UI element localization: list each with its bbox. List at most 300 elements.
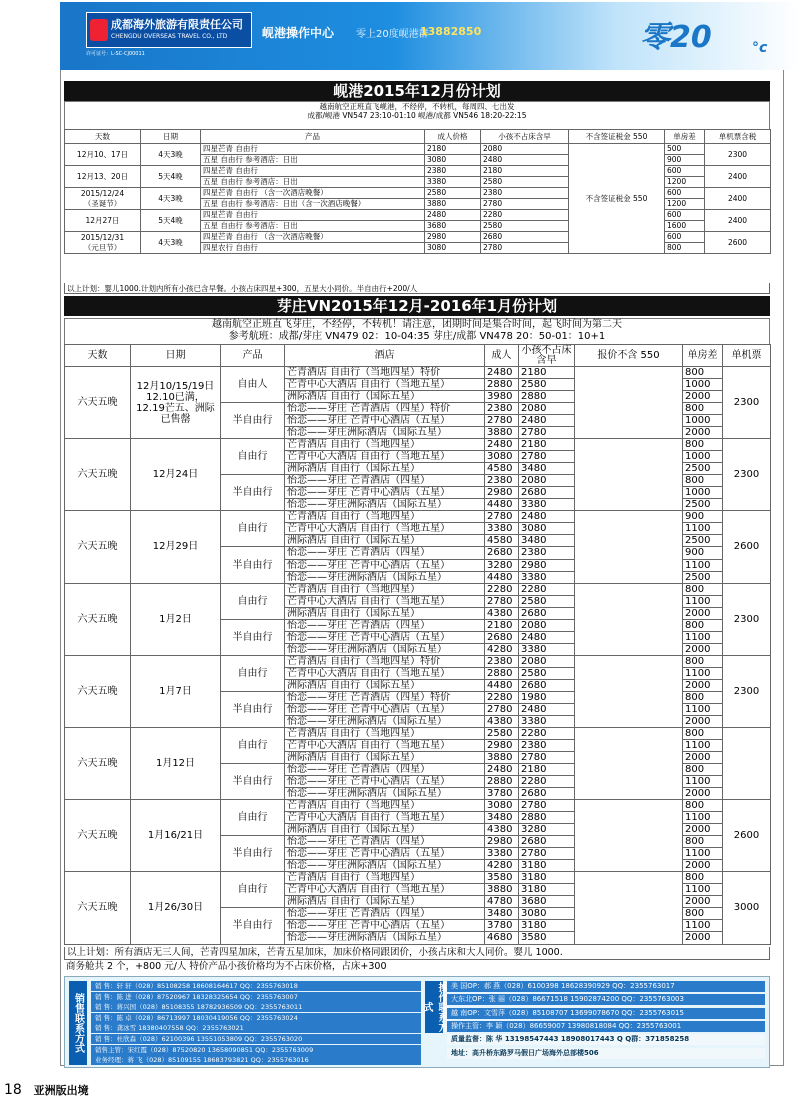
plan2-single-supplement: 800 [683, 583, 723, 595]
sales-contact-row: 业务经理：蒋 飞（028）85109155 18683793821 QQ：2355763016 [91, 1055, 421, 1065]
plan2-adult-price: 4580 [485, 463, 519, 475]
plan2-header-cell: 成人 [485, 345, 519, 367]
table-row [65, 166, 771, 177]
plan2-child-price: 2280 [519, 776, 575, 788]
plan2-single-supplement: 1000 [683, 451, 723, 463]
plan2-ticket-price: 2300 [723, 583, 771, 655]
plan1-adult-price: 3880 [425, 199, 481, 210]
plan1-duration: 5天4晚 [141, 210, 201, 232]
company-name-cn: 成都海外旅游有限责任公司 [111, 18, 243, 31]
plan1-adult-price: 2480 [425, 210, 481, 221]
plan2-quote-note [575, 727, 683, 799]
plan2-single-supplement: 900 [683, 511, 723, 523]
plan2-single-supplement: 1100 [683, 884, 723, 896]
plan2-child-price: 2780 [519, 451, 575, 463]
plan2-days: 六天五晚 [65, 367, 131, 439]
plan1-single-supplement: 1200 [665, 177, 705, 188]
center-subtitle: 零上20度岘港群 [356, 29, 429, 40]
plan2-product-mode: 自由行 [221, 583, 285, 619]
plan1-date: 2015/12/24 （圣诞节） [65, 188, 141, 210]
plan2-adult-price: 4480 [485, 679, 519, 691]
plan2-adult-price: 2980 [485, 739, 519, 751]
plan2-single-supplement: 2500 [683, 499, 723, 511]
plan1-child-price: 2080 [481, 144, 569, 155]
plan2-single-supplement: 1000 [683, 487, 723, 499]
operation-contact-row: 大东北OP：张 丽（028）86671518 15902874200 QQ：2355763003 [447, 994, 765, 1005]
plan2-child-price: 3080 [519, 523, 575, 535]
plan1-date: 12月13、20日 [65, 166, 141, 188]
plan1-ticket-price: 2400 [705, 166, 771, 188]
plan2-hotel: 洲际酒店 自由行（国际五星） [285, 391, 485, 403]
plan1-product: 五星 自由行 参考酒店：日出 [201, 155, 425, 166]
plan2-days: 六天五晚 [65, 872, 131, 944]
plan1-header-cell: 小孩不占床含早 [481, 130, 569, 144]
plan2-hotel: 怡恋——芽庄 芒青酒店（四星） [285, 547, 485, 559]
plan2-date: 1月2日 [131, 583, 221, 655]
plan2-adult-price: 4780 [485, 896, 519, 908]
plan2-adult-price: 2380 [485, 655, 519, 667]
plan2-adult-price: 2380 [485, 475, 519, 487]
plan2-hotel: 怡恋——芽庄洲际酒店（国际五星） [285, 427, 485, 439]
plan2-hotel: 怡恋——芽庄 芒青酒店（四星）特价 [285, 403, 485, 415]
plan2-adult-price: 3880 [485, 884, 519, 896]
plan2-hotel: 怡恋——芽庄 芒青中心酒店（五星） [285, 631, 485, 643]
plan2-child-price: 2480 [519, 703, 575, 715]
plan1-info-line: 越南航空正班直飞岘港，不经停，不转机，每周四、七出发 [319, 102, 515, 111]
table-row [65, 232, 771, 243]
plan2-hotel: 洲际酒店 自由行（国际五星） [285, 679, 485, 691]
plan2-child-price: 2880 [519, 391, 575, 403]
plan2-quote-note [575, 800, 683, 872]
plan2-ticket-price [723, 727, 771, 799]
plan2-child-price: 2080 [519, 655, 575, 667]
plan2-product-mode: 自由行 [221, 872, 285, 908]
plan2-child-price: 2080 [519, 403, 575, 415]
plan2-child-price: 3280 [519, 824, 575, 836]
plan2-adult-price: 3780 [485, 920, 519, 932]
plan2-single-supplement: 1100 [683, 595, 723, 607]
plan1-child-price: 2780 [481, 243, 569, 254]
plan1-single-supplement: 800 [665, 243, 705, 254]
plan2-info-line: 越南航空正班直飞芽庄，不经停，不转机！请注意，团期时间是集合时间，起飞时间为第二天 [212, 319, 622, 330]
operation-contact-row: 质量监督：陈 华 13198547443 18908017443 Q Q群：371858258 [447, 1034, 765, 1045]
plan2-ticket-price: 2300 [723, 655, 771, 727]
plan2-child-price: 2180 [519, 439, 575, 451]
brand-logo: 零20 [640, 20, 712, 55]
plan2-product-mode: 半自由行 [221, 836, 285, 872]
sales-contact-row: 销 售：陈 卓（028）86713997 18030419056 QQ：2355763024 [91, 1013, 421, 1023]
plan2-adult-price: 3380 [485, 848, 519, 860]
footer-title: 亚洲版出境 [33, 1084, 89, 1097]
plan2-single-supplement: 1000 [683, 379, 723, 391]
plan2-single-supplement: 2000 [683, 752, 723, 764]
plan2-adult-price: 2680 [485, 547, 519, 559]
plan1-adult-price: 3680 [425, 221, 481, 232]
table-row [65, 210, 771, 221]
plan2-single-supplement: 2000 [683, 679, 723, 691]
plan2-adult-price: 2280 [485, 583, 519, 595]
plan2-single-supplement: 800 [683, 908, 723, 920]
plan2-header-cell: 报价不含 550 [575, 345, 683, 367]
plan2-header-cell: 小孩不占床含早 [519, 345, 575, 367]
plan1-child-price: 2180 [481, 166, 569, 177]
plan2-single-supplement: 2000 [683, 896, 723, 908]
plan2-child-price: 2380 [519, 739, 575, 751]
plan2-ticket-price: 2600 [723, 511, 771, 583]
plan1-date: 2015/12/31 （元旦节） [65, 232, 141, 254]
plan2-adult-price: 4380 [485, 715, 519, 727]
plan2-adult-price: 3480 [485, 812, 519, 824]
table-row [65, 655, 771, 667]
plan2-adult-price: 2880 [485, 776, 519, 788]
plan2-product-mode: 自由人 [221, 367, 285, 403]
plan1-header-cell: 天数 [65, 130, 141, 144]
plan2-header-cell: 酒店 [285, 345, 485, 367]
plan2-flight-info [64, 318, 770, 344]
plan2-hotel: 怡恋——芽庄洲际酒店（国际五星） [285, 932, 485, 944]
plan1-single-supplement: 600 [665, 188, 705, 199]
plan1-header-cell: 单机票含税 [705, 130, 771, 144]
plan2-title: 芽庄VN2015年12月-2016年1月份计划 [64, 296, 770, 316]
plan2-single-supplement: 2500 [683, 535, 723, 547]
center-phone: 13882850 [420, 25, 482, 38]
plan2-hotel: 怡恋——芽庄 芒青酒店（四星）特价 [285, 691, 485, 703]
plan2-child-price: 3580 [519, 932, 575, 944]
plan2-hotel: 洲际酒店 自由行（国际五星） [285, 607, 485, 619]
plan2-hotel: 芒青酒店 自由行（当地四星） [285, 727, 485, 739]
plan2-hotel: 怡恋——芽庄 芒青酒店（四星） [285, 908, 485, 920]
plan2-child-price: 2780 [519, 800, 575, 812]
plan2-single-supplement: 1100 [683, 739, 723, 751]
plan2-single-supplement: 1100 [683, 559, 723, 571]
plan1-single-supplement: 900 [665, 155, 705, 166]
plan2-adult-price: 4380 [485, 824, 519, 836]
plan2-single-supplement: 2000 [683, 643, 723, 655]
plan2-child-price: 3380 [519, 643, 575, 655]
plan1-single-supplement: 600 [665, 166, 705, 177]
plan1-header-cell: 不含签证税金 550 [569, 130, 665, 144]
plan2-single-supplement: 900 [683, 547, 723, 559]
table-row [65, 583, 771, 595]
plan1-ticket-price: 2600 [705, 232, 771, 254]
plan2-hotel: 怡恋——芽庄 芒青中心酒店（五星） [285, 848, 485, 860]
plan2-adult-price: 2880 [485, 379, 519, 391]
plan2-adult-price: 3880 [485, 427, 519, 439]
plan2-single-supplement: 1100 [683, 631, 723, 643]
plan1-product: 四星芒青 自由行 （含一次酒店晚餐） [201, 188, 425, 199]
center-title: 岘港操作中心 [262, 26, 335, 40]
plan2-single-supplement: 800 [683, 619, 723, 631]
sales-contact-label: 销售联系方式 [69, 981, 87, 1065]
plan2-adult-price: 4680 [485, 932, 519, 944]
plan2-adult-price: 4480 [485, 571, 519, 583]
plan2-adult-price: 2780 [485, 595, 519, 607]
plan2-adult-price: 3080 [485, 800, 519, 812]
sales-contact-row: 销 售：蒋兴国（028）85108355 18782936509 QQ：2355763011 [91, 1002, 421, 1012]
plan2-child-price: 3480 [519, 535, 575, 547]
company-logo [86, 12, 252, 48]
plan2-days: 六天五晚 [65, 655, 131, 727]
plan1-date: 12月27日 [65, 210, 141, 232]
plan2-hotel: 芒青中心大酒店 自由行（当地五星） [285, 523, 485, 535]
page-footer [4, 1082, 89, 1098]
plan2-adult-price: 2280 [485, 691, 519, 703]
plan2-hotel: 怡恋——芽庄洲际酒店（国际五星） [285, 788, 485, 800]
plan2-product-mode: 自由行 [221, 727, 285, 763]
plan2-adult-price: 4580 [485, 535, 519, 547]
plan2-single-supplement: 1100 [683, 920, 723, 932]
plan1-header-cell: 成人价格 [425, 130, 481, 144]
plan2-child-price: 2880 [519, 812, 575, 824]
plan2-hotel: 洲际酒店 自由行（国际五星） [285, 896, 485, 908]
plan2-hotel: 怡恋——芽庄 芒青酒店（四星） [285, 475, 485, 487]
plan2-adult-price: 2580 [485, 727, 519, 739]
plan2-header-cell: 产品 [221, 345, 285, 367]
plan1-child-price: 2380 [481, 188, 569, 199]
plan2-single-supplement: 800 [683, 691, 723, 703]
page-number: 18 [4, 1082, 22, 1098]
plan2-hotel: 芒青酒店 自由行（当地四星） [285, 872, 485, 884]
plan2-hotel: 洲际酒店 自由行（国际五星） [285, 535, 485, 547]
plan1-product: 五星 自由行 参考酒店：日出 [201, 221, 425, 232]
plan1-child-price: 2580 [481, 221, 569, 232]
plan2-quote-note [575, 367, 683, 439]
plan1-ticket-price: 2400 [705, 188, 771, 210]
plan2-single-supplement: 800 [683, 727, 723, 739]
plan1-single-supplement: 600 [665, 210, 705, 221]
table-row [65, 800, 771, 812]
plan2-product-mode: 自由行 [221, 439, 285, 475]
plan2-single-supplement: 1100 [683, 812, 723, 824]
plan2-hotel: 怡恋——芽庄洲际酒店（国际五星） [285, 571, 485, 583]
plan2-product-mode: 半自由行 [221, 547, 285, 583]
plan2-header-cell: 天数 [65, 345, 131, 367]
plan1-child-price: 2480 [481, 155, 569, 166]
plan2-single-supplement: 2500 [683, 571, 723, 583]
plan1-adult-price: 2380 [425, 166, 481, 177]
plan2-adult-price: 2480 [485, 439, 519, 451]
plan1-adult-price: 2580 [425, 188, 481, 199]
plan1-child-price: 2680 [481, 232, 569, 243]
plan2-product-mode: 半自由行 [221, 475, 285, 511]
plan2-product-mode: 半自由行 [221, 691, 285, 727]
plan2-child-price: 2780 [519, 752, 575, 764]
plan2-hotel: 怡恋——芽庄 芒青酒店（四星） [285, 619, 485, 631]
plan2-quote-note [575, 511, 683, 583]
plan2-hotel: 怡恋——芽庄 芒青中心酒店（五星） [285, 487, 485, 499]
plan1-info-line: 成都/岘港 VN547 23:10-01:10 岘港/成都 VN546 18:20-22:15 [307, 111, 527, 120]
plan1-single-supplement: 1600 [665, 221, 705, 232]
plan2-single-supplement: 1100 [683, 703, 723, 715]
plan2-adult-price: 3280 [485, 559, 519, 571]
plan2-date: 12月24日 [131, 439, 221, 511]
plan1-product: 四星芒青 自由行 [201, 166, 425, 177]
plan2-child-price: 3180 [519, 920, 575, 932]
plan2-product-mode: 自由行 [221, 511, 285, 547]
plan1-adult-price: 3080 [425, 243, 481, 254]
table-row [65, 188, 771, 199]
plan2-child-price: 2080 [519, 475, 575, 487]
plan2-single-supplement: 800 [683, 475, 723, 487]
plan2-product-mode: 半自由行 [221, 619, 285, 655]
plan1-product: 四星芒青 自由行 [201, 144, 425, 155]
plan2-header-cell: 单房差 [683, 345, 723, 367]
plan2-product-mode: 半自由行 [221, 764, 285, 800]
plan2-product-mode: 半自由行 [221, 403, 285, 439]
plan2-adult-price: 2980 [485, 836, 519, 848]
plan2-adult-price: 2780 [485, 703, 519, 715]
plan2-ticket-price: 2300 [723, 439, 771, 511]
plan2-date: 1月26/30日 [131, 872, 221, 944]
plan1-title: 岘港2015年12月份计划 [64, 81, 770, 101]
plan1-child-price: 2280 [481, 210, 569, 221]
plan2-hotel: 怡恋——芽庄 芒青中心酒店（五星） [285, 703, 485, 715]
plan2-child-price: 3680 [519, 896, 575, 908]
plan2-adult-price: 2780 [485, 415, 519, 427]
plan2-product-mode: 半自由行 [221, 908, 285, 944]
plan2-hotel: 怡恋——芽庄洲际酒店（国际五星） [285, 715, 485, 727]
plan1-flight-info [64, 101, 770, 129]
plan2-hotel: 怡恋——芽庄 芒青酒店（四星） [285, 764, 485, 776]
plan2-single-supplement: 1100 [683, 776, 723, 788]
plan2-hotel: 芒青中心大酒店 自由行（当地五星） [285, 739, 485, 751]
plan1-ticket-price: 2400 [705, 210, 771, 232]
plan2-child-price: 3180 [519, 860, 575, 872]
plan2-hotel: 怡恋——芽庄 芒青酒店（四星） [285, 836, 485, 848]
table-row [65, 439, 771, 451]
plan1-product: 四星芒青 自由行 （含一次酒店晚餐） [201, 232, 425, 243]
plan2-child-price: 3380 [519, 571, 575, 583]
plan2-adult-price: 3080 [485, 451, 519, 463]
contact-section [64, 976, 770, 1068]
plan1-product: 五星 自由行 参考酒店：日出（含一次酒店晚餐） [201, 199, 425, 210]
plan2-adult-price: 4280 [485, 643, 519, 655]
plan2-single-supplement: 2500 [683, 463, 723, 475]
plan1-header-cell: 日期 [141, 130, 201, 144]
plan1-duration: 5天4晚 [141, 166, 201, 188]
plan2-ticket-price: 3000 [723, 872, 771, 944]
plan2-child-price: 2680 [519, 679, 575, 691]
logo-mark-icon [90, 19, 108, 41]
plan2-hotel: 芒青酒店 自由行（当地四星） [285, 511, 485, 523]
plan2-days: 六天五晚 [65, 727, 131, 799]
plan2-child-price: 2480 [519, 631, 575, 643]
plan2-child-price: 2780 [519, 427, 575, 439]
plan2-single-supplement: 1100 [683, 667, 723, 679]
plan2-adult-price: 3780 [485, 788, 519, 800]
plan2-single-supplement: 800 [683, 655, 723, 667]
plan2-hotel: 芒青酒店 自由行（当地四星） [285, 583, 485, 595]
plan2-hotel: 芒青酒店 自由行（当地四星） [285, 800, 485, 812]
plan2-child-price: 2580 [519, 379, 575, 391]
plan2-single-supplement: 2000 [683, 824, 723, 836]
table-row [65, 511, 771, 523]
plan2-hotel: 怡恋——芽庄 芒青中心酒店（五星） [285, 920, 485, 932]
plan2-days: 六天五晚 [65, 511, 131, 583]
plan2-single-supplement: 1100 [683, 523, 723, 535]
plan2-single-supplement: 800 [683, 836, 723, 848]
operation-contact-label: 操作联系方式 [421, 982, 447, 1032]
sales-contact-row: 销售主管：宋红霞（028）87520820 13658090851 QQ：2355763009 [91, 1045, 421, 1055]
plan2-child-price: 2580 [519, 595, 575, 607]
plan2-child-price: 3380 [519, 499, 575, 511]
plan2-hotel: 洲际酒店 自由行（国际五星） [285, 824, 485, 836]
plan2-header-cell: 单机票 [723, 345, 771, 367]
plan2-date: 1月12日 [131, 727, 221, 799]
plan2-child-price: 2580 [519, 667, 575, 679]
plan2-single-supplement: 800 [683, 439, 723, 451]
plan2-child-price: 2180 [519, 764, 575, 776]
sales-contact-row: 销 售：龚冰雪 18380407558 QQ：2355763021 [91, 1023, 421, 1033]
plan2-child-price: 2280 [519, 727, 575, 739]
plan2-single-supplement: 2000 [683, 715, 723, 727]
operation-contact-row: 美 国OP：郝 燕（028）6100398 18628390929 QQ：2355763017 [447, 981, 765, 992]
plan2-hotel: 洲际酒店 自由行（国际五星） [285, 752, 485, 764]
plan2-adult-price: 2980 [485, 487, 519, 499]
plan2-date: 12月29日 [131, 511, 221, 583]
plan1-single-supplement: 600 [665, 232, 705, 243]
plan2-days: 六天五晚 [65, 800, 131, 872]
plan2-adult-price: 4480 [485, 499, 519, 511]
table-row [65, 144, 771, 155]
plan2-days: 六天五晚 [65, 439, 131, 511]
table-row [65, 727, 771, 739]
plan2-table [64, 344, 771, 945]
plan2-quote-note [575, 655, 683, 727]
plan2-adult-price: 2780 [485, 511, 519, 523]
plan2-hotel: 芒青酒店 自由行（当地四星）特价 [285, 655, 485, 667]
plan2-child-price: 3380 [519, 715, 575, 727]
plan2-header-cell: 日期 [131, 345, 221, 367]
plan2-single-supplement: 2000 [683, 607, 723, 619]
plan2-adult-price: 2680 [485, 631, 519, 643]
plan2-adult-price: 3880 [485, 752, 519, 764]
plan1-visa-note: 不含签证税金 550 [569, 144, 665, 254]
plan2-child-price: 2280 [519, 583, 575, 595]
plan2-quote-note [575, 583, 683, 655]
plan2-quote-note [575, 872, 683, 944]
plan2-single-supplement: 800 [683, 367, 723, 379]
plan2-child-price: 1980 [519, 691, 575, 703]
plan2-quote-note [575, 439, 683, 511]
plan2-adult-price: 4280 [485, 860, 519, 872]
plan2-product-mode: 自由行 [221, 800, 285, 836]
plan2-child-price: 2680 [519, 836, 575, 848]
plan2-adult-price: 3980 [485, 391, 519, 403]
plan1-adult-price: 2980 [425, 232, 481, 243]
plan1-footnote: 以上计划：婴儿1000.计划内所有小孩已含早餐。小孩占床四星+300，五星大小同价。半自由行+200/人 [64, 283, 770, 294]
operation-contact-row: 地址：高升桥东路罗马假日广场海外总部楼506 [447, 1048, 765, 1059]
plan2-hotel: 怡恋——芽庄 芒青中心酒店（五星） [285, 559, 485, 571]
plan2-date: 12月10/15/19日 12.10已满， 12.19芒五、洲际已售罄 [131, 367, 221, 439]
plan2-adult-price: 2480 [485, 764, 519, 776]
sales-contact-row: 销 售：轩 轩（028）85108258 18608164617 QQ：2355763018 [91, 981, 421, 991]
sales-contact-row: 销 售：杜欣森（028）62100396 13551053809 QQ：2355763020 [91, 1034, 421, 1044]
plan2-single-supplement: 800 [683, 800, 723, 812]
plan2-single-supplement: 1100 [683, 848, 723, 860]
plan2-single-supplement: 2000 [683, 860, 723, 872]
plan1-header-cell: 产品 [201, 130, 425, 144]
plan2-info-line: 参考航班：成都/芽庄 VN479 02：10-04:35 芽庄/成都 VN478 20：50-01：10+1 [228, 331, 606, 342]
plan2-child-price: 2680 [519, 607, 575, 619]
plan2-hotel: 芒青中心大酒店 自由行（当地五星） [285, 451, 485, 463]
plan2-adult-price: 2480 [485, 367, 519, 379]
plan1-product: 四星芒青 自由行 [201, 210, 425, 221]
plan2-child-price: 2480 [519, 511, 575, 523]
plan1-single-supplement: 500 [665, 144, 705, 155]
operation-contact-row: 越 南OP：文雪萍（028）85108707 13699078670 QQ：2355763015 [447, 1008, 765, 1019]
plan1-table [64, 129, 771, 254]
